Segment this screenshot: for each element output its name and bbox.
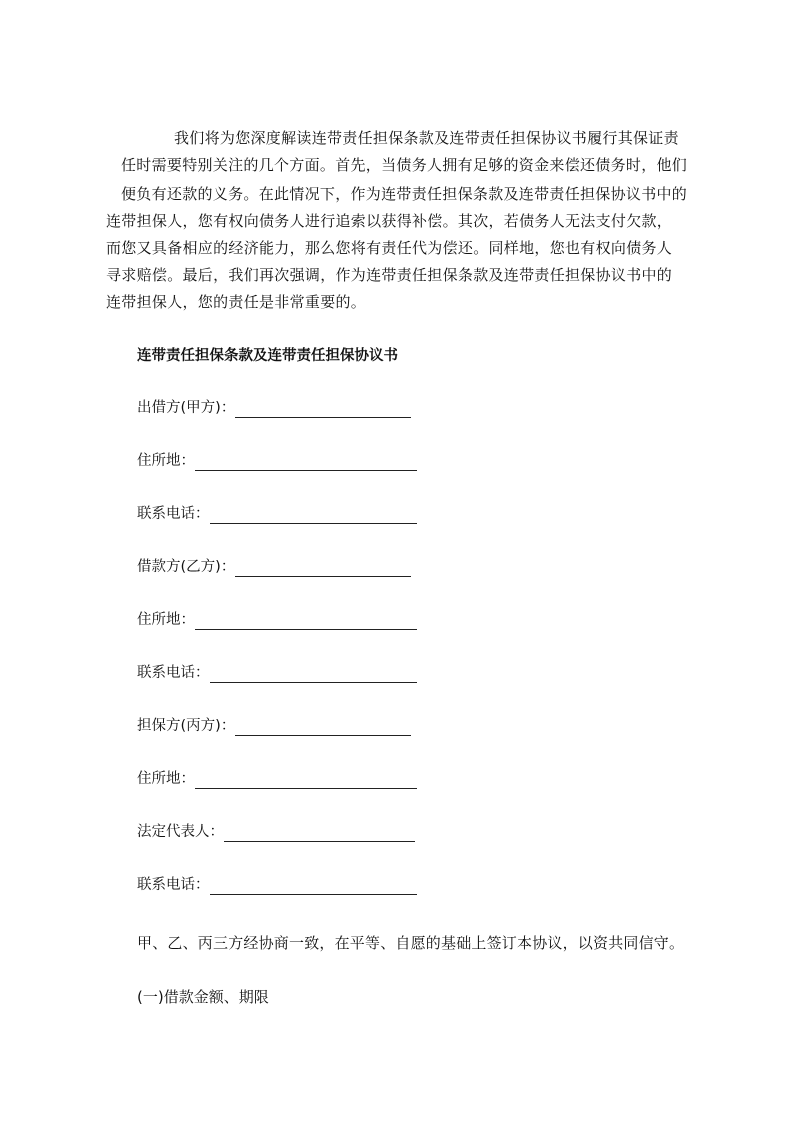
legal-representative-field[interactable] — [137, 820, 415, 842]
blank-line[interactable] — [210, 878, 417, 895]
intro-line: 连带担保人，您的责任是非常重要的。 — [106, 293, 367, 311]
section-heading: (一)借款金额、期限 — [137, 988, 269, 1006]
lender-name-field[interactable] — [137, 396, 411, 418]
intro-line: 任时需要特别关注的几个方面。首先，当债务人拥有足够的资金来偿还债务时，他们 — [121, 156, 688, 174]
lender-phone-field[interactable] — [137, 502, 417, 524]
field-label: 联系电话： — [137, 877, 210, 893]
borrower-phone-field[interactable] — [137, 661, 417, 683]
borrower-address-field[interactable] — [137, 608, 417, 630]
intro-line: 而您又具备相应的经济能力，那么您将有责任代为偿还。同样地，您也有权向债务人 — [106, 239, 673, 257]
agreement-statement: 甲、乙、丙三方经协商一致，在平等、自愿的基础上签订本协议，以资共同信守。 — [137, 934, 685, 952]
blank-line[interactable] — [235, 560, 411, 577]
guarantor-address-field[interactable] — [137, 767, 417, 789]
guarantor-phone-field[interactable] — [137, 873, 417, 895]
field-label: 法定代表人： — [137, 824, 224, 840]
field-label: 联系电话： — [137, 665, 210, 681]
field-label: 联系电话： — [137, 506, 210, 522]
blank-line[interactable] — [195, 613, 417, 630]
intro-line: 便负有还款的义务。在此情况下，作为连带责任担保条款及连带责任担保协议书中的 — [121, 185, 688, 203]
intro-line: 寻求赔偿。最后，我们再次强调，作为连带责任担保条款及连带责任担保协议书中的 — [106, 266, 673, 284]
borrower-name-field[interactable] — [137, 555, 411, 577]
document-title: 连带责任担保条款及连带责任担保协议书 — [137, 348, 398, 364]
blank-line[interactable] — [235, 401, 411, 418]
field-label: 担保方(丙方)： — [137, 718, 236, 734]
field-label: 出借方(甲方)： — [137, 400, 236, 416]
lender-address-field[interactable] — [137, 449, 417, 471]
intro-line: 我们将为您深度解读连带责任担保条款及连带责任担保协议书履行其保证责 — [174, 129, 679, 147]
blank-line[interactable] — [195, 454, 417, 471]
blank-line[interactable] — [235, 719, 411, 736]
blank-line[interactable] — [195, 772, 417, 789]
intro-line: 连带担保人，您有权向债务人进行追索以获得补偿。其次，若债务人无法支付欠款， — [106, 212, 673, 230]
field-label: 住所地： — [137, 453, 195, 469]
guarantor-name-field[interactable] — [137, 714, 411, 736]
field-label: 借款方(乙方)： — [137, 559, 236, 575]
field-label: 住所地： — [137, 771, 195, 787]
field-label: 住所地： — [137, 612, 195, 628]
blank-line[interactable] — [210, 507, 417, 524]
blank-line[interactable] — [210, 666, 417, 683]
blank-line[interactable] — [224, 825, 415, 842]
